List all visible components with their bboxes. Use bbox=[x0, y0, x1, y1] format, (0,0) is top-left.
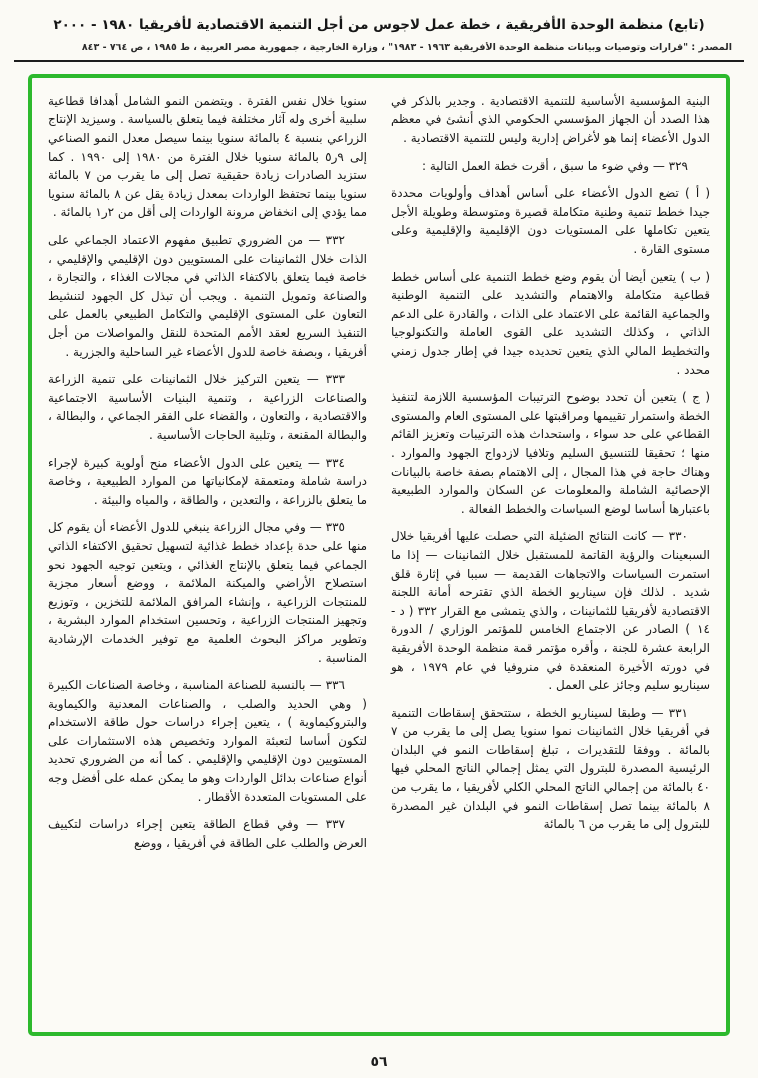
paragraph-329: ٣٢٩ — وفي ضوء ما سبق ، أقرت خطة العمل التالية : bbox=[421, 158, 688, 173]
right-column bbox=[391, 92, 710, 1022]
green-content-frame bbox=[28, 74, 730, 1036]
paragraph-institutional-base: البنية المؤسسية الأساسية للتنمية الاقتصادية . وجدير بالذكر في هذا الصدد أن الجهاز المؤسسي الحكومي الذي أنشئ في معظم الدول الأعضاء إنما هو لأغراض إدارية وليس للتنمية الاقتصادية . bbox=[391, 93, 710, 146]
paragraph-336: ٣٣٦ — بالنسبة للصناعة المناسبة ، وخاصة الصناعات الكبيرة ( وهي الحديد والصلب ، والصناعات المعدنية والكيماوية والبتروكيماوية ) ، يتعين إجراء دراسات حول طاقة الاستخدام لتكون أساسا لتعبئة الموارد وتخصيص هذه الاستثمارات على المستويين دون الإقليمي والإقليمي . كما أنه من الضروري تحديد أنواع صناعات بدائل الواردات وهو ما يمكن عمله على أفضل وجه على المستويات المتعددة الأقطار . bbox=[48, 678, 367, 804]
paragraph-329-item-c: ( ج ) يتعين أن تحدد بوضوح الترتيبات المؤسسية اللازمة لتنفيذ الخطة واستمرار تقييمها ومراقبتها على المستوى العام والمستوى القطاعي على حد سواء ، واستحداث هذه الترتيبات وتعزيز القائم منها ؛ تحقيقا للتنسيق السليم وتلافيا لازدواج الجهود والموارد . وهناك حاجة في هذا المجال ، إلى الاهتمام بصفة خاصة بالبيانات الإحصائية الشاملة والمعلومات عن السكان والموارد الطبيعية باعتبارها أساسا لوضع السياسات والخطط الفعالة . bbox=[391, 390, 710, 516]
paragraph-331-continuation: سنويا خلال نفس الفترة . ويتضمن النمو الشامل أهدافا قطاعية سلبية أخرى وله آثار مختلفة فيما يتعلق بالسياسة . وسيزيد الإنتاج الزراعي بنسبة ٤ بالمائة سنويا بينما سيصل معدل النمو الصناعي إلى ٩ر٥ بالمائة سنويا خلال الفترة من ١٩٨٠ إلى ١٩٩٠ . كما ستزيد الصادرات زيادة حقيقية تصل إلى ما يقرب من ٧ بالمائة سنويا بينما تحتفظ الواردات بمعدل زيادة يقل عن ٨ بالمائة سنويا مما يؤدي إلى انخفاض مرونة الواردات إلى أقل من ٢ر١ بالمائة . bbox=[48, 93, 368, 220]
paragraph-330: ٣٣٠ — كانت النتائج الضئيلة التي حصلت عليها أفريقيا خلال السبعينات والرؤية القاتمة للمستقبل خلال الثمانينات — إذا ما استمرت السياسات والاتجاهات القديمة — سببا في إثارة قلق شديد . لذلك فإن سيناريو الخطة الذي تقترحه أمانة اللجنة الاقتصادية لأفريقيا للثمانينات ، والذي يتمشى مع القرار ٣٣٢ ( د - ١٤ ) الصادر عن الاجتماع الخامس للمؤتمر الوزاري / الدورة الرابعة عشرة للجنة ، وأقره مؤتمر قمة منظمة الوحدة الأفريقية في دورته الأخيرة المنعقدة في منروفيا في عام ١٩٧٩ ، هو سيناريو سليم وجائز على العمل . bbox=[391, 529, 711, 693]
paragraph-333: ٣٣٣ — يتعين التركيز خلال الثمانينات على تنمية الزراعة والصناعات الزراعية ، وتنمية البنيات الأساسية الاجتماعية والاقتصادية ، والتعاون ، والقضاء على الفقر الجماعي ، والبطالة ، والبطالة المقنعة ، وتلبية الحاجات الأساسية . bbox=[48, 372, 367, 442]
two-column-layout bbox=[48, 92, 710, 1022]
document-source-line: المصدر : "قرارات وتوصيات وبيانات منظمة الوحدة الأفريقية ١٩٦٣ - ١٩٨٣" ، وزارة الخارجية ، جمهورية مصر العربية ، ط ١٩٨٥ ، ص ٧٦٤ - ٨٤٣ bbox=[81, 41, 732, 53]
page-number: ٥٦ bbox=[370, 1054, 388, 1070]
document-title: (تابع) منظمة الوحدة الأفريقية ، خطة عمل لاجوس من أجل التنمية الاقتصادية لأفريقيا ١٩٨٠ - ٢٠٠٠ bbox=[53, 17, 705, 33]
page-footer bbox=[0, 1051, 758, 1070]
paragraph-329-item-b: ( ب ) يتعين أيضا أن يقوم وضع خطط التنمية على أساس خطط قطاعية متكاملة والاهتمام والتشديد على التنمية الوطنية والجماعية القائمة على الاعتماد على الذات ، والقادرة على الدعم الذاتي ، وكذلك التشديد على القوى العاملة والتكنولوجيا والتخطيط المالي الذي يتعين تحديده جيدا في إطار جدول زمني محدد . bbox=[391, 269, 710, 377]
paragraph-329-item-a: ( أ ) تضع الدول الأعضاء على أساس أهداف وأولويات محددة جيدا خطط تنمية وطنية متكاملة قصيرة ومتوسطة وطويلة الأجل يتعين تكاملها على المستويات دون الإقليمية والإقليمية وعلى مستوى القارة . bbox=[391, 186, 710, 257]
paragraph-331: ٣٣١ — وطبقا لسيناريو الخطة ، ستتحقق إسقاطات التنمية في أفريقيا خلال الثمانينات نموا سنويا يصل إلى ما يقرب من ٧ بالمائة . ووفقا للتقديرات ، تبلغ إسقاطات النمو في البلدان الرئيسية المصدرة للبترول التي يمثل إجمالي الناتج المحلي فيها ٤٠ بالمائة من إجمالي الناتج المحلي الكلي لأفريقيا ، ما يقرب من ٨ بالمائة بينما تصل إسقاطات النمو في البلدان غير المصدرة للبترول إلى ما يقرب من ٦ بالمائة bbox=[391, 705, 710, 832]
paragraph-332: ٣٣٢ — من الضروري تطبيق مفهوم الاعتماد الجماعي على الذات خلال الثمانينات على المستويين دون الإقليمي والإقليمي ، خاصة فيما يتعلق بالاكتفاء الذاتي في مجالات الغذاء ، والتجارة ، والصناعة وتمويل التنمية . ويجب أن تبذل كل الجهود لتنشيط التعاون على المستوى الإقليمي والتكامل الطبيعي بالعمل على التنفيذ السريع لعقد الأمم المتحدة للنقل والمواصلات من أجل أفريقيا ، وبصفة خاصة للدول الأعضاء غير الساحلية والجزرية . bbox=[48, 233, 367, 359]
header-divider bbox=[14, 60, 744, 62]
paragraph-337: ٣٣٧ — وفي قطاع الطاقة يتعين إجراء دراسات لتكييف العرض والطلب على الطاقة في أفريقيا ، ووضع bbox=[48, 817, 367, 850]
paragraph-334: ٣٣٤ — يتعين على الدول الأعضاء منح أولوية كبيرة لإجراء دراسة شاملة ومتعمقة لإمكانياتها من الموارد الطبيعية ، وخاصة ما يتعلق بالزراعة ، والتعدين ، والطاقة ، والمياه والبيئة . bbox=[48, 455, 367, 507]
left-column bbox=[48, 92, 367, 1022]
paragraph-335: ٣٣٥ — وفي مجال الزراعة ينبغي للدول الأعضاء أن يقوم كل منها على حدة بإعداد خطط غذائية لتسهيل تحقيق الاكتفاء الذاتي الجماعي فيما يتعلق بالإنتاج الغذائي ، ويتعين توجيه الجهود نحو استصلاح الأراضي والميكنة الملائمة ، ووضع أسعار مجزية للمنتجات الزراعية ، وإنشاء المرافق الملائمة للتخزين ، وتوزيع وتجهيز المنتجات الزراعية ، وتحسين استخدام الموارد البشرية ، وتطوير مراكز البحوث العلمية مع توفير الخدمات الإرشادية المناسبة . bbox=[48, 520, 367, 665]
document-header bbox=[14, 16, 744, 53]
